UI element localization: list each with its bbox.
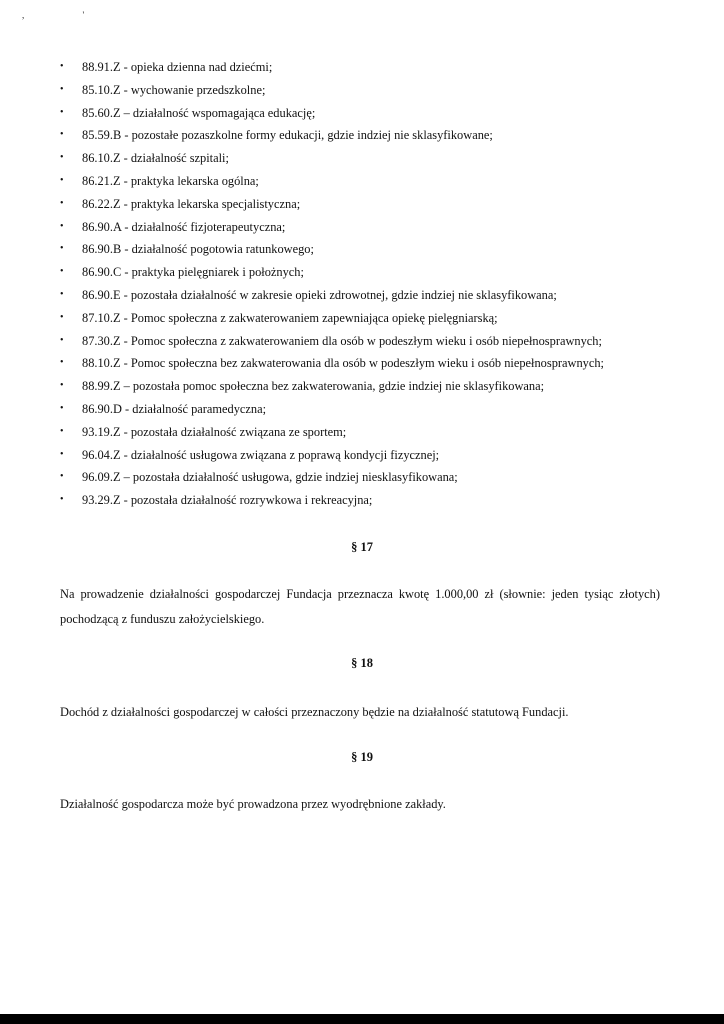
list-item <box>60 284 710 307</box>
bullet-icon: • <box>60 106 64 118</box>
list-item <box>60 375 710 398</box>
list-item <box>60 261 710 284</box>
bullet-icon: • <box>60 448 64 460</box>
activity-code-text: 86.90.E - pozostała działalność w zakresie opieki zdrowotnej, gdzie indziej nie sklasyfikowana; <box>82 287 557 302</box>
activity-code-text: 96.09.Z – pozostała działalność usługowa, gdzie indziej niesklasyfikowana; <box>82 470 458 485</box>
list-item <box>60 398 710 421</box>
activity-code-text: 85.60.Z – działalność wspomagająca edukację; <box>82 105 316 120</box>
bullet-icon: • <box>60 334 64 346</box>
activity-code-text: 86.90.B - działalność pogotowia ratunkowego; <box>82 242 314 257</box>
bullet-icon: • <box>60 402 64 414</box>
list-item <box>60 421 710 444</box>
activity-code-text: 87.30.Z - Pomoc społeczna z zakwaterowaniem dla osób w podeszłym wieku i osób niepełnosprawnych; <box>82 333 602 348</box>
bullet-icon: • <box>60 494 64 506</box>
activity-code-text: 86.90.A - działalność fizjoterapeutyczna; <box>82 219 286 234</box>
activity-code-text: 88.99.Z – pozostała pomoc społeczna bez zakwaterowania, gdzie indziej nie sklasyfikowana; <box>82 379 545 394</box>
bullet-icon: • <box>60 380 64 392</box>
activity-code-text: 88.10.Z - Pomoc społeczna bez zakwaterowania dla osób w podeszłym wieku i osób niepełnosprawnych; <box>82 356 604 371</box>
bullet-icon: • <box>60 266 64 278</box>
section-17-heading: § 17 <box>351 540 373 554</box>
bullet-icon: • <box>60 174 64 186</box>
list-item <box>60 79 710 102</box>
bullet-icon: • <box>60 288 64 300</box>
bullet-icon: • <box>60 311 64 323</box>
scan-bottom-edge <box>0 1014 724 1024</box>
scan-marks: , ' <box>22 10 113 20</box>
bullet-icon: • <box>60 471 64 483</box>
activity-code-text: 86.22.Z - praktyka lekarska specjalistyczna; <box>82 196 301 211</box>
activity-code-text: 87.10.Z - Pomoc społeczna z zakwaterowaniem zapewniająca opiekę pielęgniarską; <box>82 310 498 325</box>
activity-code-text: 88.91.Z - opieka dzienna nad dziećmi; <box>82 60 273 74</box>
activity-code-list <box>60 56 710 512</box>
section-18-text: Dochód z działalności gospodarczej w całości przeznaczony będzie na działalność statutową Fundacji. <box>60 705 569 719</box>
bullet-icon: • <box>60 425 64 437</box>
bullet-icon: • <box>60 243 64 255</box>
bullet-icon: • <box>60 129 64 141</box>
bullet-icon: • <box>60 220 64 232</box>
activity-code-text: 86.21.Z - praktyka lekarska ogólna; <box>82 173 259 188</box>
list-item <box>60 352 710 375</box>
list-item <box>60 307 710 330</box>
activity-code-text: 93.29.Z - pozostała działalność rozrywkowa i rekreacyjna; <box>82 493 373 508</box>
list-item <box>60 56 710 79</box>
section-19-text: Działalność gospodarcza może być prowadzona przez wyodrębnione zakłady. <box>60 797 446 811</box>
list-item <box>60 193 710 216</box>
section-18-heading: § 18 <box>351 656 373 670</box>
list-item <box>60 170 710 193</box>
bullet-icon: • <box>60 83 64 95</box>
activity-code-text: 86.10.Z - działalność szpitali; <box>82 151 229 166</box>
list-item <box>60 216 710 239</box>
list-item <box>60 444 710 467</box>
activity-code-text: 85.10.Z - wychowanie przedszkolne; <box>82 82 266 97</box>
bullet-icon: • <box>60 152 64 164</box>
list-item <box>60 466 710 489</box>
activity-code-text: 85.59.B - pozostałe pozaszkolne formy edukacji, gdzie indziej nie sklasyfikowane; <box>82 128 493 143</box>
activity-code-text: 86.90.D - działalność paramedyczna; <box>82 401 267 416</box>
list-item <box>60 102 710 125</box>
list-item <box>60 238 710 261</box>
list-item <box>60 147 710 170</box>
list-item <box>60 124 710 147</box>
bullet-icon: • <box>60 357 64 369</box>
activity-code-text: 96.04.Z - działalność usługowa związana z poprawą kondycji fizycznej; <box>82 447 440 462</box>
section-17-text: Na prowadzenie działalności gospodarczej Fundacja przeznacza kwotę 1.000,00 zł (słownie: jeden tysiąc złotych) pochodzącą z funduszu założycielskiego. <box>60 587 660 626</box>
list-item <box>60 330 710 353</box>
section-19-heading: § 19 <box>351 750 373 764</box>
activity-code-text: 93.19.Z - pozostała działalność związana ze sportem; <box>82 424 347 439</box>
bullet-icon: • <box>60 197 64 209</box>
list-item <box>60 489 710 512</box>
activity-code-text: 86.90.C - praktyka pielęgniarek i położnych; <box>82 265 304 280</box>
bullet-icon: • <box>60 61 64 72</box>
